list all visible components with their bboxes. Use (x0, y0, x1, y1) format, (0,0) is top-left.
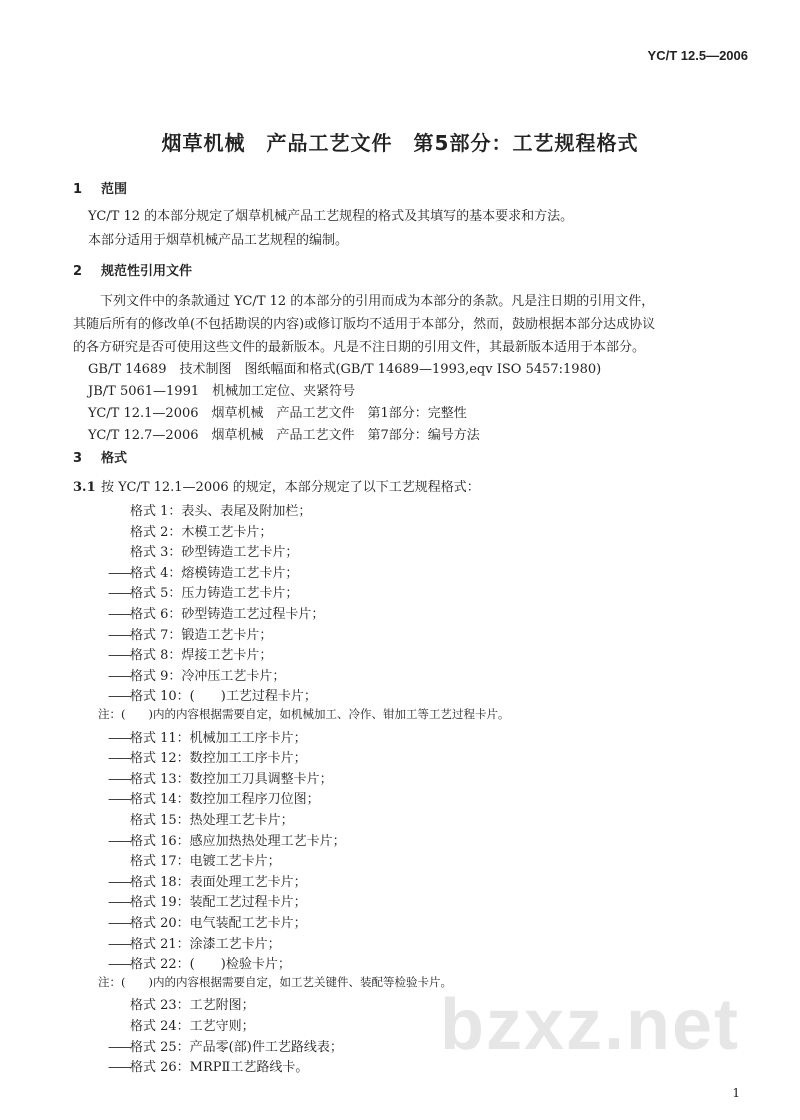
list-item-text: 格式 5：压力铸造工艺卡片； (130, 586, 299, 602)
list-item-text: 格式 14：数控加工程序刀位图； (130, 792, 320, 808)
list-item-text: 格式 2：木模工艺卡片； (130, 524, 273, 540)
format-list-item (100, 912, 307, 931)
list-item-text: 格式 20：电气装配工艺卡片； (130, 916, 307, 931)
format-list-item (100, 562, 298, 581)
list-item-text: 格式 17：电镀工艺卡片； (130, 854, 281, 870)
list-item-text: 格式 25：产品零(部)件工艺路线表； (130, 1039, 343, 1055)
paragraph: YC/T 12 的本部分规定了烟草机械产品工艺规程的格式及其填写的基本要求和方法。 (88, 209, 574, 224)
paragraph-line: 的各方研究是否可使用这些文件的最新版本。凡是不注日期的引用文件，其最新版本适用于本部分。 (73, 340, 646, 355)
clause-3-1 (73, 476, 480, 495)
format-list-item (100, 891, 307, 910)
format-list-item (100, 1015, 255, 1034)
list-dash: —— (108, 957, 130, 973)
list-item-text: 格式 12：数控加工工序卡片； (130, 751, 307, 767)
list-item-text: 格式 6：砂型铸造工艺过程卡片； (130, 607, 325, 622)
clause-number: 3.1 (73, 480, 96, 495)
list-dash: —— (108, 936, 130, 952)
format-list-item (100, 933, 281, 952)
list-item-text: 格式 24：工艺守则； (130, 1019, 255, 1034)
list-item-text: 格式 1：表头、表尾及附加栏； (130, 504, 312, 519)
section-1-heading (73, 178, 127, 197)
format-list-item (100, 1036, 343, 1055)
section-number: 2 (73, 264, 83, 279)
list-dash: —— (108, 565, 130, 581)
format-list-item (100, 541, 298, 560)
list-item-text: 格式 16：感应加热热处理工艺卡片； (130, 833, 346, 849)
section-title: 格式 (101, 451, 128, 466)
format-list-item (100, 603, 324, 622)
list-item-text: 格式 10：( )工艺过程卡片； (130, 689, 317, 705)
list-item-text: 格式 11：机械加工工序卡片； (130, 730, 307, 746)
list-dash: —— (108, 1039, 130, 1055)
format-list-item (100, 727, 307, 746)
reference: YC/T 12.7—2006 烟草机械 产品工艺文件 第7部分：编号方法 (88, 428, 480, 443)
format-list-item (100, 809, 294, 828)
list-item-text: 格式 13：数控加工刀具调整卡片； (130, 771, 333, 787)
list-dash: —— (108, 833, 130, 849)
format-list-item (100, 871, 307, 890)
list-dash: —— (108, 689, 130, 705)
clause-text: 按 YC/T 12.1—2006 的规定，本部分规定了以下工艺规程格式： (101, 480, 480, 495)
list-item-text: 格式 7：锻造工艺卡片； (130, 627, 273, 643)
reference: YC/T 12.1—2006 烟草机械 产品工艺文件 第1部分：完整性 (88, 406, 467, 421)
format-list-item (100, 788, 320, 807)
list-dash: —— (108, 607, 130, 622)
format-list-item (100, 768, 333, 787)
section-title: 范围 (101, 182, 128, 197)
list-dash: —— (108, 668, 130, 684)
section-title: 规范性引用文件 (101, 264, 193, 279)
list-item-text: 格式 21：涂漆工艺卡片； (130, 936, 281, 952)
paragraph-line: 其随后所有的修改单(不包括勘误的内容)或修订版均不适用于本部分，然而，鼓励根据本部分达成协议 (73, 317, 656, 332)
list-dash: —— (108, 771, 130, 787)
format-list-item (100, 685, 317, 704)
format-list-item (100, 1056, 308, 1075)
section-2-heading (73, 260, 192, 279)
format-list-item (100, 665, 285, 684)
reference: GB/T 14689 技术制图 图纸幅面和格式(GB/T 14689—1993,eqv ISO 5457:1980) (88, 362, 602, 377)
list-note: 注：( )内的内容根据需要自定，如工艺关键件、装配等检验卡片。 (98, 974, 452, 989)
format-list-item (100, 850, 281, 869)
list-dash: —— (108, 730, 130, 746)
list-item-text: 格式 3：砂型铸造工艺卡片； (130, 545, 299, 561)
format-list-item (100, 953, 291, 972)
list-item-text: 格式 23：工艺附图； (130, 998, 255, 1014)
reference: JB/T 5061—1991 机械加工定位、夹紧符号 (88, 384, 356, 399)
format-list-item (100, 582, 298, 601)
format-list-item (100, 500, 311, 519)
list-item-text: 格式 19：装配工艺过程卡片； (130, 895, 307, 911)
list-item-text: 格式 18：表面处理工艺卡片； (130, 874, 307, 890)
section-3-heading (73, 447, 127, 466)
list-dash: —— (108, 916, 130, 931)
list-dash: —— (108, 792, 130, 808)
list-dash: —— (108, 751, 130, 767)
page-number: 1 (732, 1086, 740, 1100)
list-dash: —— (108, 895, 130, 911)
format-list-item (100, 994, 255, 1013)
list-dash: —— (108, 1060, 130, 1076)
document-title: 烟草机械 产品工艺文件 第5部分：工艺规程格式 (161, 131, 639, 155)
format-list-item (100, 624, 272, 643)
list-item-text: 格式 4：熔模铸造工艺卡片； (130, 565, 299, 581)
list-item-text: 格式 26：MRPⅡ工艺路线卡。 (130, 1060, 309, 1076)
list-dash: —— (108, 874, 130, 890)
format-list-item (100, 747, 307, 766)
section-number: 1 (73, 182, 83, 197)
list-item-text: 格式 8：焊接工艺卡片； (130, 648, 273, 664)
watermark: bzxz.net (440, 985, 741, 1065)
paragraph: 本部分适用于烟草机械产品工艺规程的编制。 (88, 233, 349, 248)
list-note: 注：( )内的内容根据需要自定，如机械加工、冷作、钳加工等工艺过程卡片。 (98, 707, 510, 721)
list-item-text: 格式 15：热处理工艺卡片； (130, 813, 294, 828)
format-list-item (100, 521, 272, 540)
list-item-text: 格式 22：( )检验卡片； (130, 957, 291, 973)
list-dash: —— (108, 586, 130, 602)
format-list-item (100, 644, 272, 663)
section-number: 3 (73, 451, 83, 466)
list-item-text: 格式 9：冷冲压工艺卡片； (130, 668, 286, 684)
list-dash: —— (108, 627, 130, 643)
format-list-item (100, 830, 346, 849)
paragraph-line: 下列文件中的条款通过 YC/T 12 的本部分的引用而成为本部分的条款。凡是注日期的引用文件， (100, 294, 655, 309)
list-dash: —— (108, 648, 130, 664)
standard-number-header: YC/T 12.5—2006 (647, 48, 748, 63)
